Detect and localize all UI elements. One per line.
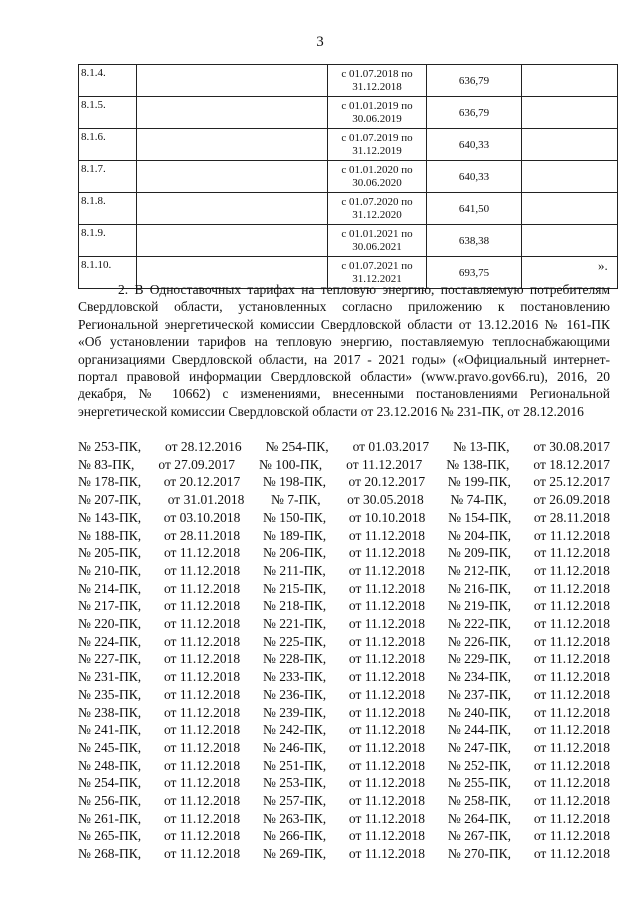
decree-date: от 28.11.2018	[163, 527, 241, 543]
period-cell: с 01.01.2020 по 30.06.2020	[328, 161, 427, 193]
decree-number: № 245-ПК,	[78, 739, 142, 755]
row-number-cell: 8.1.5.	[79, 97, 137, 129]
decree-date: от 28.12.2016	[165, 439, 242, 454]
tariff-table-body	[79, 65, 618, 289]
period-cell: с 01.07.2021 по 31.12.2021	[328, 257, 427, 289]
decree-row	[78, 562, 610, 580]
decree-date: от 25.12.2017	[533, 474, 610, 490]
decree-number: № 225-ПК,	[262, 633, 327, 649]
blank-cell	[522, 65, 618, 97]
decree-date: от 11.12.2018	[163, 846, 241, 862]
table-row	[79, 161, 618, 193]
decree-number: № 239-ПК,	[262, 704, 327, 720]
decree-number: № 100-ПК,	[259, 456, 323, 472]
decree-row	[78, 580, 610, 598]
period-cell: с 01.07.2018 по 31.12.2018	[328, 65, 427, 97]
decree-date: от 11.12.2018	[533, 739, 610, 755]
table-row	[79, 193, 618, 225]
decree-number: № 212-ПК,	[447, 562, 511, 578]
blank-cell	[137, 161, 328, 193]
decree-number: № 143-ПК,	[78, 509, 142, 525]
decree-date: от 30.08.2017	[533, 439, 610, 454]
decree-date: от 11.12.2018	[348, 846, 426, 862]
period-cell: с 01.07.2020 по 31.12.2020	[328, 193, 427, 225]
decree-date: от 27.09.2017	[158, 456, 235, 472]
decree-number: № 244-ПК,	[447, 722, 512, 738]
decree-number: № 205-ПК,	[78, 545, 142, 561]
decree-row	[78, 633, 610, 651]
decree-row	[78, 491, 610, 509]
decree-number: № 207-ПК,	[78, 492, 142, 508]
decree-number: № 266-ПК,	[262, 828, 327, 844]
decree-row	[78, 704, 610, 722]
decree-date: от 11.12.2018	[533, 793, 610, 809]
decree-date: от 11.12.2018	[533, 527, 610, 543]
decree-date: от 11.12.2018	[163, 545, 241, 561]
decree-number: № 254-ПК,	[78, 775, 142, 791]
decree-date: от 11.12.2018	[348, 580, 426, 596]
decree-row	[78, 438, 610, 456]
blank-cell	[137, 97, 328, 129]
decree-row	[78, 668, 610, 686]
decree-date: от 18.12.2017	[533, 456, 610, 472]
blank-cell	[137, 225, 328, 257]
decree-number: № 270-ПК,	[447, 846, 512, 862]
decree-date: от 11.12.2018	[163, 704, 241, 720]
row-number-cell: 8.1.9.	[79, 225, 137, 257]
decree-date: от 03.10.2018	[163, 509, 241, 525]
decree-date: от 11.12.2018	[348, 598, 426, 614]
decree-number: № 211-ПК,	[263, 562, 326, 578]
table-row	[79, 65, 618, 97]
decree-date: от 11.12.2018	[163, 669, 241, 685]
decree-date: от 11.12.2018	[163, 580, 241, 596]
decree-number: № 220-ПК,	[78, 616, 142, 632]
decree-date: от 11.12.2018	[533, 775, 610, 791]
amendment-paragraph: 2. В Одноставочных тарифах на тепловую энергию, поставляемую потребителям Свердловской области, установленных согласно приложению к постановлению Региональной энергетической комиссии Свердловской области от 13.12.2016 № 161-ПК «Об установлении тарифов на тепловую энергию, поставляемую теплоснабжающими организациями Свердловской области, на 2017 - 2021 годы» («Официальный интернет-портал правовой информации Свердловской области» (www.pravo.gov66.ru), 2016, 20 декабря, № 10662) с изменениями, внесенными постановлениями Региональной энергетической комиссии Свердловской области от 23.12.2016 № 231-ПК, от 28.12.2016	[78, 282, 610, 419]
decree-row	[78, 509, 610, 527]
decree-number: № 216-ПК,	[447, 580, 512, 596]
decree-date: от 11.12.2018	[533, 828, 610, 844]
decree-number: № 263-ПК,	[262, 810, 327, 826]
decree-row	[78, 527, 610, 545]
decree-date: от 11.12.2018	[533, 704, 610, 720]
decree-date: от 11.12.2018	[348, 828, 426, 844]
decree-number: № 265-ПК,	[78, 828, 142, 844]
decree-number: № 234-ПК,	[447, 669, 512, 685]
decree-number: № 264-ПК,	[447, 810, 512, 826]
decree-number: № 13-ПК,	[453, 439, 510, 454]
decree-number: № 255-ПК,	[447, 775, 512, 791]
decree-date: от 11.12.2018	[533, 686, 610, 702]
decree-date: от 11.12.2018	[533, 810, 610, 826]
decree-date: от 11.12.2018	[163, 793, 241, 809]
decree-number: № 226-ПК,	[447, 633, 512, 649]
tariff-value-cell: 636,79	[427, 97, 522, 129]
blank-cell	[137, 129, 328, 161]
decree-date: от 11.12.2018	[163, 686, 241, 702]
decree-date: от 11.12.2018	[163, 616, 241, 632]
decree-number: № 229-ПК,	[447, 651, 512, 667]
row-number-cell: 8.1.7.	[79, 161, 137, 193]
decree-date: от 11.12.2018	[348, 810, 426, 826]
blank-cell	[522, 193, 618, 225]
decree-number: № 138-ПК,	[446, 456, 510, 472]
decree-row	[78, 739, 610, 757]
decree-number: № 269-ПК,	[262, 846, 327, 862]
decree-number: № 150-ПК,	[263, 509, 327, 525]
decree-number: № 246-ПК,	[262, 739, 327, 755]
period-cell: с 01.07.2019 по 31.12.2019	[328, 129, 427, 161]
decree-date: от 20.12.2017	[348, 474, 426, 490]
decree-number: № 251-ПК,	[262, 757, 327, 773]
decree-row	[78, 721, 610, 739]
decree-list	[78, 438, 610, 863]
decree-number: № 257-ПК,	[262, 793, 327, 809]
decree-row	[78, 650, 610, 668]
decree-row	[78, 544, 610, 562]
decree-number: № 218-ПК,	[262, 598, 327, 614]
decree-number: № 209-ПК,	[447, 545, 512, 561]
decree-date: от 11.12.2018	[164, 562, 241, 578]
tariff-value-cell: 640,33	[427, 161, 522, 193]
row-number-cell: 8.1.6.	[79, 129, 137, 161]
decree-number: № 238-ПК,	[78, 704, 142, 720]
decree-number: № 253-ПК,	[262, 775, 327, 791]
decree-date: от 11.12.2018	[348, 739, 426, 755]
decree-number: № 206-ПК,	[262, 545, 327, 561]
decree-date: от 11.12.2018	[533, 545, 610, 561]
decree-number: № 248-ПК,	[78, 757, 142, 773]
decree-number: № 261-ПК,	[78, 810, 142, 826]
decree-date: от 11.12.2018	[533, 846, 610, 862]
decree-date: от 11.12.2018	[533, 580, 610, 596]
decree-row	[78, 456, 610, 474]
decree-date: от 11.12.2018	[163, 810, 241, 826]
decree-row	[78, 686, 610, 704]
decree-number: № 233-ПК,	[262, 669, 327, 685]
decree-date: от 11.12.2018	[163, 775, 241, 791]
decree-number: № 253-ПК,	[78, 439, 142, 454]
period-cell: с 01.01.2019 по 30.06.2019	[328, 97, 427, 129]
decree-number: № 217-ПК,	[78, 598, 142, 614]
decree-number: № 267-ПК,	[447, 828, 512, 844]
table-row	[79, 129, 618, 161]
decree-date: от 31.01.2018	[167, 492, 245, 508]
decree-number: № 258-ПК,	[447, 793, 512, 809]
decree-date: от 11.12.2018	[533, 598, 610, 614]
decree-date: от 11.12.2018	[163, 757, 241, 773]
decree-date: от 11.12.2018	[348, 633, 426, 649]
decree-date: от 11.12.2018	[163, 633, 241, 649]
page-number: 3	[316, 34, 324, 50]
decree-date: от 11.12.2018	[163, 722, 241, 738]
decree-date: от 11.12.2018	[533, 616, 610, 632]
decree-number: № 199-ПК,	[447, 474, 511, 490]
blank-cell	[522, 161, 618, 193]
row-number-cell: 8.1.4.	[79, 65, 137, 97]
decree-number: № 236-ПК,	[262, 686, 327, 702]
decree-date: от 11.12.2018	[163, 739, 241, 755]
decree-number: № 188-ПК,	[78, 527, 142, 543]
row-number-cell: 8.1.8.	[79, 193, 137, 225]
decree-date: от 11.12.2018	[163, 651, 241, 667]
decree-date: от 11.12.2018	[348, 616, 426, 632]
tariff-value-cell: 641,50	[427, 193, 522, 225]
blank-cell	[522, 129, 618, 161]
table-row	[79, 97, 618, 129]
decree-date: от 11.12.2018	[533, 722, 610, 738]
tariff-table	[78, 64, 618, 289]
decree-date: от 10.10.2018	[348, 509, 426, 525]
decree-number: № 7-ПК,	[270, 492, 321, 508]
decree-date: от 30.05.2018	[347, 492, 424, 508]
decree-date: от 11.12.2018	[348, 793, 426, 809]
decree-number: № 154-ПК,	[448, 509, 512, 525]
decree-number: № 268-ПК,	[78, 846, 142, 862]
decree-number: № 252-ПК,	[447, 757, 512, 773]
decree-row	[78, 473, 610, 491]
decree-row	[78, 597, 610, 615]
tariff-value-cell: 693,75	[427, 257, 522, 289]
decree-number: № 198-ПК,	[262, 474, 326, 490]
decree-date: от 11.12.2018	[533, 633, 610, 649]
decree-date: от 11.12.2018	[348, 757, 426, 773]
table-row	[79, 225, 618, 257]
decree-date: от 11.12.2018	[348, 704, 426, 720]
closing-quote: ».	[598, 258, 608, 273]
decree-date: от 11.12.2018	[348, 722, 426, 738]
decree-row	[78, 615, 610, 633]
decree-row	[78, 757, 610, 775]
decree-number: № 256-ПК,	[78, 793, 142, 809]
decree-date: от 11.12.2018	[533, 562, 610, 578]
decree-number: № 240-ПК,	[447, 704, 512, 720]
blank-cell	[522, 225, 618, 257]
decree-date: от 01.03.2017	[352, 439, 430, 454]
decree-date: от 11.12.2018	[533, 651, 610, 667]
decree-number: № 189-ПК,	[262, 527, 327, 543]
blank-cell	[137, 193, 328, 225]
decree-number: № 235-ПК,	[78, 686, 142, 702]
decree-number: № 221-ПК,	[262, 616, 327, 632]
decree-date: от 11.12.2018	[348, 775, 426, 791]
decree-number: № 241-ПК,	[78, 722, 142, 738]
decree-date: от 26.09.2018	[533, 492, 610, 508]
decree-row	[78, 792, 610, 810]
decree-number: № 247-ПК,	[447, 739, 512, 755]
decree-number: № 237-ПК,	[447, 686, 512, 702]
decree-row	[78, 810, 610, 828]
decree-number: № 214-ПК,	[78, 580, 142, 596]
decree-number: № 222-ПК,	[447, 616, 512, 632]
decree-number: № 228-ПК,	[262, 651, 327, 667]
decree-number: № 204-ПК,	[447, 527, 512, 543]
row-number-cell: 8.1.10.	[79, 257, 137, 289]
decree-number: № 210-ПК,	[78, 562, 142, 578]
decree-number: № 219-ПК,	[447, 598, 512, 614]
tariff-value-cell: 636,79	[427, 65, 522, 97]
blank-cell	[137, 65, 328, 97]
decree-row	[78, 774, 610, 792]
decree-number: № 254-ПК,	[265, 439, 329, 454]
decree-number: № 74-ПК,	[450, 492, 507, 508]
tariff-value-cell: 640,33	[427, 129, 522, 161]
decree-date: от 11.12.2018	[348, 686, 426, 702]
decree-date: от 11.12.2018	[163, 598, 241, 614]
period-cell: с 01.01.2021 по 30.06.2021	[328, 225, 427, 257]
decree-number: № 242-ПК,	[262, 722, 327, 738]
decree-number: № 215-ПК,	[262, 580, 327, 596]
decree-date: от 11.12.2018	[348, 669, 426, 685]
decree-date: от 11.12.2018	[533, 757, 610, 773]
decree-date: от 20.12.2017	[163, 474, 241, 490]
decree-date: от 11.12.2018	[348, 527, 426, 543]
tariff-value-cell: 638,38	[427, 225, 522, 257]
decree-date: от 28.11.2018	[533, 509, 610, 525]
decree-date: от 11.12.2018	[348, 545, 426, 561]
decree-row	[78, 827, 610, 845]
decree-date: от 11.12.2018	[348, 562, 425, 578]
decree-number: № 227-ПК,	[78, 651, 142, 667]
decree-date: от 11.12.2018	[348, 651, 426, 667]
decree-date: от 11.12.2018	[163, 828, 241, 844]
decree-number: № 83-ПК,	[78, 456, 135, 472]
decree-number: № 231-ПК,	[78, 669, 142, 685]
decree-number: № 224-ПК,	[78, 633, 142, 649]
blank-cell	[522, 97, 618, 129]
decree-date: от 11.12.2018	[533, 669, 610, 685]
decree-number: № 178-ПК,	[78, 474, 142, 490]
decree-date: от 11.12.2017	[346, 456, 423, 472]
decree-row	[78, 845, 610, 863]
